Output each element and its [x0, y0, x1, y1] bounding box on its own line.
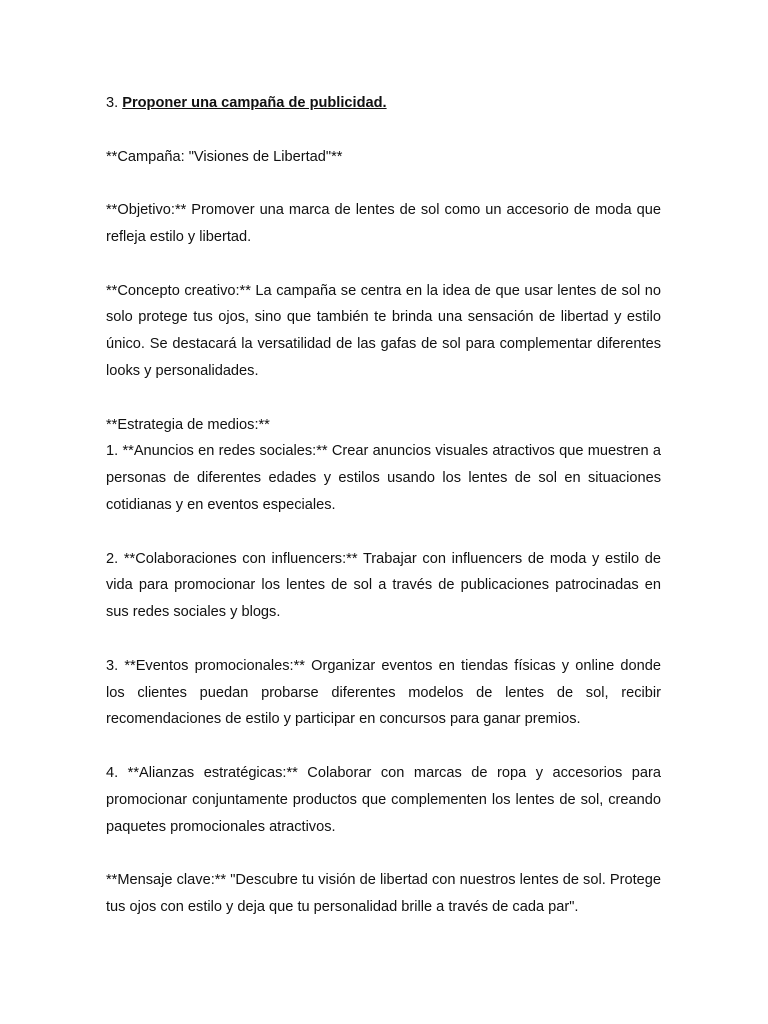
strategy-item-influencers: 2. **Colaboraciones con influencers:** Trabajar con influencers de moda y estilo de vida para promocionar los lentes de sol a través de publicaciones patrocinadas en sus redes sociales y blogs. [106, 550, 661, 621]
objective-paragraph: **Objetivo:** Promover una marca de lentes de sol como un accesorio de moda que refleja estilo y libertad. [106, 202, 661, 245]
creative-concept-paragraph: **Concepto creativo:** La campaña se centra en la idea de que usar lentes de sol no solo protege tus ojos, sino que también te brinda una sensación de libertad y estilo único. Se destacará la versatilidad de las gafas de sol para complementar diferentes looks y personalidades. [106, 282, 661, 379]
section-title: Proponer una campaña de publicidad. [122, 95, 387, 111]
section-number: 3. [106, 95, 119, 111]
media-strategy-heading: **Estrategia de medios:** [106, 416, 270, 433]
section-heading [106, 90, 661, 117]
strategy-item-alliances: 4. **Alianzas estratégicas:** Colaborar con marcas de ropa y accesorios para promocionar conjuntamente productos que complementen los lentes de sol, creando paquetes promocionales atractivos. [106, 764, 661, 835]
key-message-paragraph: **Mensaje clave:** "Descubre tu visión de libertad con nuestros lentes de sol. Protege tus ojos con estilo y deja que tu personalidad brille a través de cada par". [106, 872, 661, 915]
strategy-item-events: 3. **Eventos promocionales:** Organizar eventos en tiendas físicas y online donde los clientes puedan probarse diferentes modelos de lentes de sol, recibir recomendaciones de estilo y participar en concursos para ganar premios. [106, 657, 661, 728]
campaign-name: **Campaña: "Visiones de Libertad"** [106, 148, 343, 165]
document-page [106, 90, 661, 948]
strategy-item-social-ads: 1. **Anuncios en redes sociales:** Crear anuncios visuales atractivos que muestren a personas de diferentes edades y estilos usando los lentes de sol en situaciones cotidianas y en eventos especiales. [106, 443, 661, 513]
